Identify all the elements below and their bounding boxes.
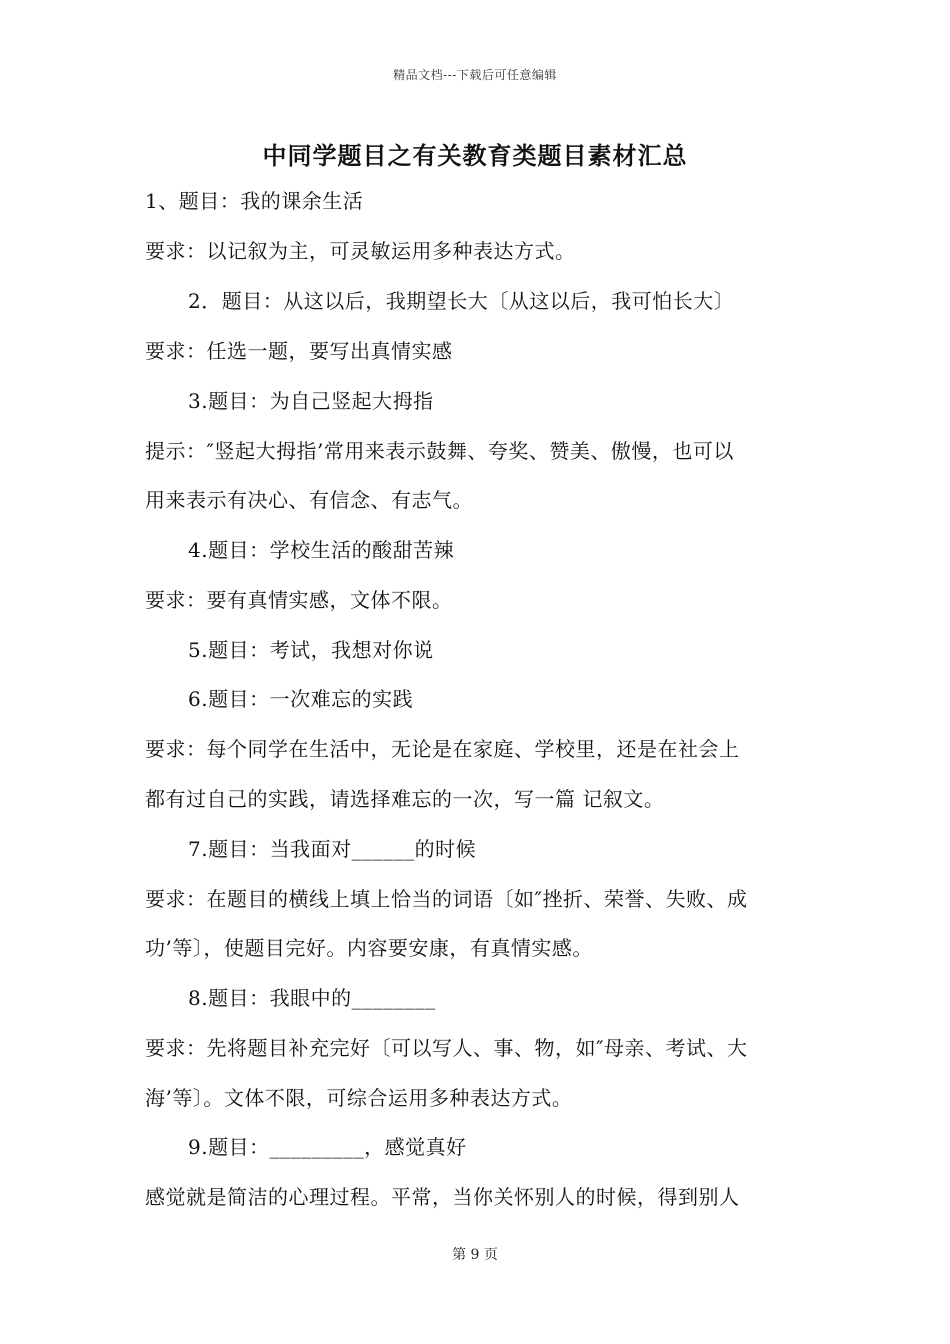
- paragraph-line: 都有过自己的实践，请选择难忘的一次，写一篇 记叙文。: [145, 787, 665, 811]
- paragraph-line: 要求：在题目的横线上填上恰当的词语〔如″挫折、荣誉、失败、成: [145, 887, 748, 911]
- paragraph-line: 5.题目：考试，我想对你说: [188, 638, 434, 662]
- paragraph-line: 4.题目：学校生活的酸甜苦辣: [188, 538, 455, 562]
- paragraph-line: 要求：每个同学在生活中，无论是在家庭、学校里，还是在社会上: [145, 737, 740, 761]
- header-note: 精品文档---下载后可任意编辑: [393, 68, 557, 82]
- paragraph-line: 感觉就是简洁的心理过程。平常，当你关怀别人的时候，得到别人: [145, 1185, 740, 1209]
- paragraph-line: 3.题目：为自己竖起大拇指: [188, 389, 434, 413]
- paragraph-line: 要求：以记叙为主，可灵敏运用多种表达方式。: [145, 239, 576, 263]
- page-number: 第 9 页: [452, 1247, 498, 1263]
- paragraph-line: 要求：要有真情实感，文体不限。: [145, 588, 453, 612]
- document-title: 中同学题目之有关教育类题目素材汇总: [262, 142, 688, 170]
- paragraph-line: 8.题目：我眼中的________: [188, 986, 436, 1010]
- paragraph-line: 要求：先将题目补充完好〔可以写人、事、物，如″母亲、考试、大: [145, 1036, 748, 1060]
- paragraph-line: 海’等〕。文体不限，可综合运用多种表达方式。: [145, 1086, 573, 1110]
- paragraph-line: 7.题目：当我面对______的时候: [188, 837, 477, 861]
- paragraph-line: 6.题目：一次难忘的实践: [188, 687, 414, 711]
- paragraph-line: 2．题目：从这以后，我期望长大〔从这以后，我可怕长大〕: [188, 289, 735, 313]
- paragraph-line: 提示：″竖起大拇指’常用来表示鼓舞、夸奖、赞美、傲慢，也可以: [145, 439, 734, 463]
- paragraph-line: 功’等〕，使题目完好。内容要安康，有真情实感。: [145, 936, 593, 960]
- paragraph-line: 1、题目：我的课余生活: [145, 189, 364, 213]
- paragraph-line: 9.题目：_________，感觉真好: [188, 1135, 467, 1159]
- paragraph-line: 要求：任选一题，要写出真情实感: [145, 339, 453, 363]
- paragraph-line: 用来表示有决心、有信念、有志气。: [145, 488, 473, 512]
